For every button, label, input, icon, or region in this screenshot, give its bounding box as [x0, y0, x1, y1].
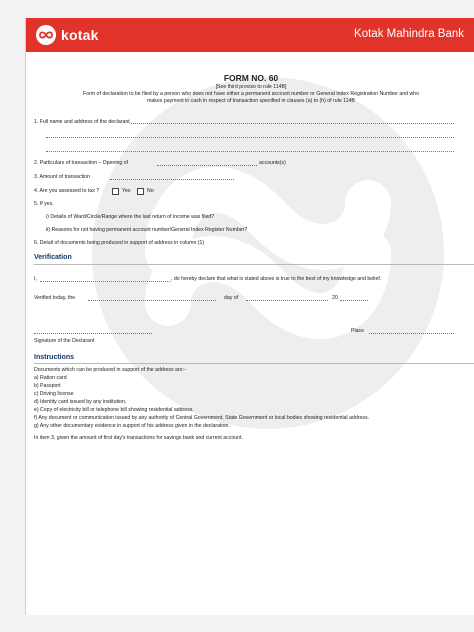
logo-text: kotak	[61, 27, 99, 43]
signature-field[interactable]	[34, 333, 152, 334]
address-field-line1[interactable]	[46, 137, 454, 138]
form-subtitle: [See third proviso to rule 114B]	[215, 84, 287, 90]
bank-name: Kotak Mahindra Bank	[354, 28, 464, 40]
verification-heading: Verification	[34, 254, 72, 261]
day-of-label: day of	[224, 295, 239, 301]
form-description-line2: makes payment in cash in respect of transaction specified in clauses (a) to (h) of rule 114B	[147, 98, 355, 104]
place-label: Place	[351, 328, 364, 334]
verified-today-label: Verified today, the	[34, 295, 76, 301]
form-title: FORM NO. 60	[223, 73, 279, 83]
verification-line-prefix: I,	[34, 276, 37, 282]
instruction-item-f: f) Any document or communication issued by any authority of Central Government, State Government or local bodies showing residential address.	[34, 415, 370, 421]
declarant-name-field[interactable]	[40, 281, 170, 282]
instruction-item-b: b) Passport	[34, 383, 61, 389]
instructions-divider	[34, 363, 474, 364]
item-4-label: 4. Are you assessed to tax ?	[34, 188, 100, 194]
full-name-field[interactable]	[131, 123, 454, 124]
signature-label: Signature of the Declarant	[34, 338, 95, 344]
verification-year-field[interactable]	[340, 300, 368, 301]
no-checkbox[interactable]	[137, 188, 144, 195]
verification-month-field[interactable]	[246, 300, 328, 301]
year-prefix-label: 20	[332, 295, 338, 301]
form-content	[26, 18, 474, 615]
transaction-opening-field[interactable]	[157, 165, 257, 166]
item-5-label: 5. If yes,	[34, 201, 54, 207]
instruction-item-a: a) Ration card	[34, 375, 67, 381]
address-field-line2[interactable]	[46, 151, 454, 152]
instructions-intro: Documents which can be produced in support of the address are:-	[34, 367, 186, 373]
verification-divider	[34, 264, 474, 265]
form-page	[25, 18, 474, 615]
instruction-item-c: c) Driving license	[34, 391, 74, 397]
instructions-note: In item 3, given the amount of first day's transactions for savings bank and current account.	[34, 435, 243, 441]
instruction-item-g: g) Any other documentary evidence in support of his address given in the declaration.	[34, 423, 230, 429]
verification-day-field[interactable]	[88, 300, 216, 301]
item-5-ii-label: ii) Reasons for not having permanent account number/General Index Register Number?	[46, 227, 248, 233]
form-description-line1: Form of declaration to be filed by a person who does not have either a permanent account number or General Index Registration Number and who	[83, 91, 419, 97]
yes-checkbox[interactable]	[112, 188, 119, 195]
transaction-amount-field[interactable]	[110, 179, 234, 180]
item-5-i-label: i) Details of Ward/Circle/Range where the last return of income was filed?	[46, 214, 215, 220]
place-field[interactable]	[369, 333, 454, 334]
item-1-label: 1. Full name and address of the declarant	[34, 119, 130, 125]
item-2-label: 2. Particulars of transaction – Opening of	[34, 160, 129, 166]
instruction-item-e: e) Copy of electricity bill or telephone bill showing residential address.	[34, 407, 194, 413]
yes-label: Yes	[122, 188, 131, 194]
instruction-item-d: d) Identity card issued by any institution.	[34, 399, 127, 405]
item-2-suffix: accounts(s)	[259, 160, 286, 166]
item-3-label: 3. Amount of transaction	[34, 174, 90, 180]
item-6-label: 6. Detail of documents being produced in support of address in column (1)	[34, 240, 205, 246]
no-label: No	[147, 188, 154, 194]
instructions-heading: Instructions	[34, 354, 75, 361]
verification-declaration-text: , do hereby declare that what is stated above is true to the best of my knowledge and belief.	[171, 276, 382, 282]
